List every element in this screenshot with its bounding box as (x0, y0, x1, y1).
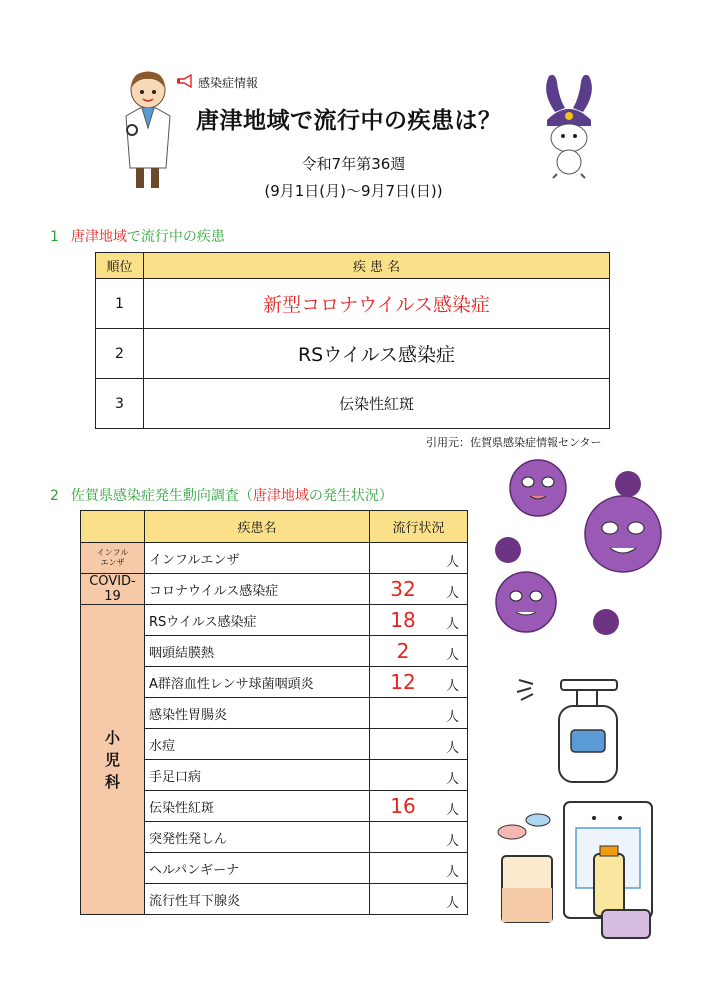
unit-label: 人 (445, 741, 459, 756)
status-cell (370, 760, 468, 791)
sanitizer-bottle-illustration (515, 668, 635, 788)
table-row (81, 605, 468, 636)
unit-label: 人 (445, 803, 459, 818)
section2-heading-post: の発生状況） (308, 488, 393, 504)
section1-region: 唐津地域 (70, 229, 127, 245)
col-rank: 順位 (96, 253, 144, 279)
disease-cell: RSウイルス感染症 (144, 329, 610, 379)
disease-cell: 伝染性紅斑 (144, 379, 610, 429)
disease-name: ヘルパンギーナ (145, 853, 370, 884)
unit-label: 人 (445, 772, 459, 787)
week-label: 令和7年第36週 (301, 155, 406, 173)
disease-name: 伝染性紅斑 (145, 791, 370, 822)
date-range: (9月1日(月)～9月7日(日)) (264, 182, 443, 200)
unit-label: 人 (445, 648, 459, 663)
count-value: 16 (390, 794, 416, 818)
disease-name: コロナウイルス感染症 (145, 574, 370, 605)
count-value: 2 (396, 639, 410, 663)
source-note: 引用元：佐賀県感染症情報センター (426, 436, 602, 449)
disease-name: 突発性発しん (145, 822, 370, 853)
section1-number: 1 (50, 229, 59, 245)
count-value: 18 (390, 608, 416, 632)
virus-illustration (478, 452, 683, 664)
col-status: 流行状況 (370, 511, 468, 543)
status-cell (370, 729, 468, 760)
table-row (96, 329, 610, 379)
unit-label: 人 (445, 617, 459, 632)
medicine-illustration (494, 792, 666, 944)
section1-heading (50, 226, 225, 246)
unit-label: 人 (445, 865, 459, 880)
disease-name: 咽頭結膜熱 (145, 636, 370, 667)
surveillance-table (80, 510, 468, 915)
unit-label: 人 (445, 555, 459, 570)
table-row (96, 379, 610, 429)
disease-name: 流行性耳下腺炎 (145, 884, 370, 915)
unit-label: 人 (445, 834, 459, 849)
category-pediatrics: 小 児 科 (81, 605, 145, 915)
disease-name: RSウイルス感染症 (145, 605, 370, 636)
megaphone-icon (176, 74, 194, 88)
table-row (81, 543, 468, 574)
disease-name: 水痘 (145, 729, 370, 760)
section1-heading-rest: で流行中の疾患 (126, 229, 225, 245)
section2-region: 唐津地域 (252, 488, 309, 504)
status-cell (370, 884, 468, 915)
kabuto-mascot-illustration (535, 72, 603, 180)
section2-number: 2 (50, 488, 59, 504)
col-category (81, 511, 145, 543)
page-title: 唐津地域で流行中の疾患は？ (196, 108, 502, 134)
disease-name: 手足口病 (145, 760, 370, 791)
unit-label: 人 (445, 679, 459, 694)
status-cell (370, 853, 468, 884)
disease-name: A群溶血性レンサ球菌咽頭炎 (145, 667, 370, 698)
status-cell (370, 605, 468, 636)
status-cell (370, 636, 468, 667)
col-disease-name: 疾患名 (145, 511, 370, 543)
rank-cell: 3 (96, 379, 144, 429)
disease-cell: 新型コロナウイルス感染症 (144, 279, 610, 329)
disease-name: インフルエンザ (145, 543, 370, 574)
category-covid: COVID-19 (81, 574, 145, 605)
unit-label: 人 (445, 896, 459, 911)
rank-cell: 2 (96, 329, 144, 379)
category-influenza: インフル エンザ (81, 543, 145, 574)
table-row (81, 574, 468, 605)
section2-heading (50, 485, 393, 505)
disease-name: 感染性胃腸炎 (145, 698, 370, 729)
count-value: 12 (390, 670, 416, 694)
status-cell (370, 698, 468, 729)
status-cell (370, 574, 468, 605)
status-cell (370, 822, 468, 853)
section2-heading-pre: 佐賀県感染症発生動向調査（ (70, 488, 253, 504)
status-cell (370, 667, 468, 698)
col-disease: 疾 患 名 (144, 253, 610, 279)
status-cell (370, 543, 468, 574)
count-value: 32 (390, 577, 416, 601)
table-row (96, 279, 610, 329)
unit-label: 人 (445, 586, 459, 601)
unit-label: 人 (445, 710, 459, 725)
info-label: 感染症情報 (198, 76, 259, 90)
rank-cell: 1 (96, 279, 144, 329)
status-cell (370, 791, 468, 822)
ranking-table (95, 252, 610, 429)
